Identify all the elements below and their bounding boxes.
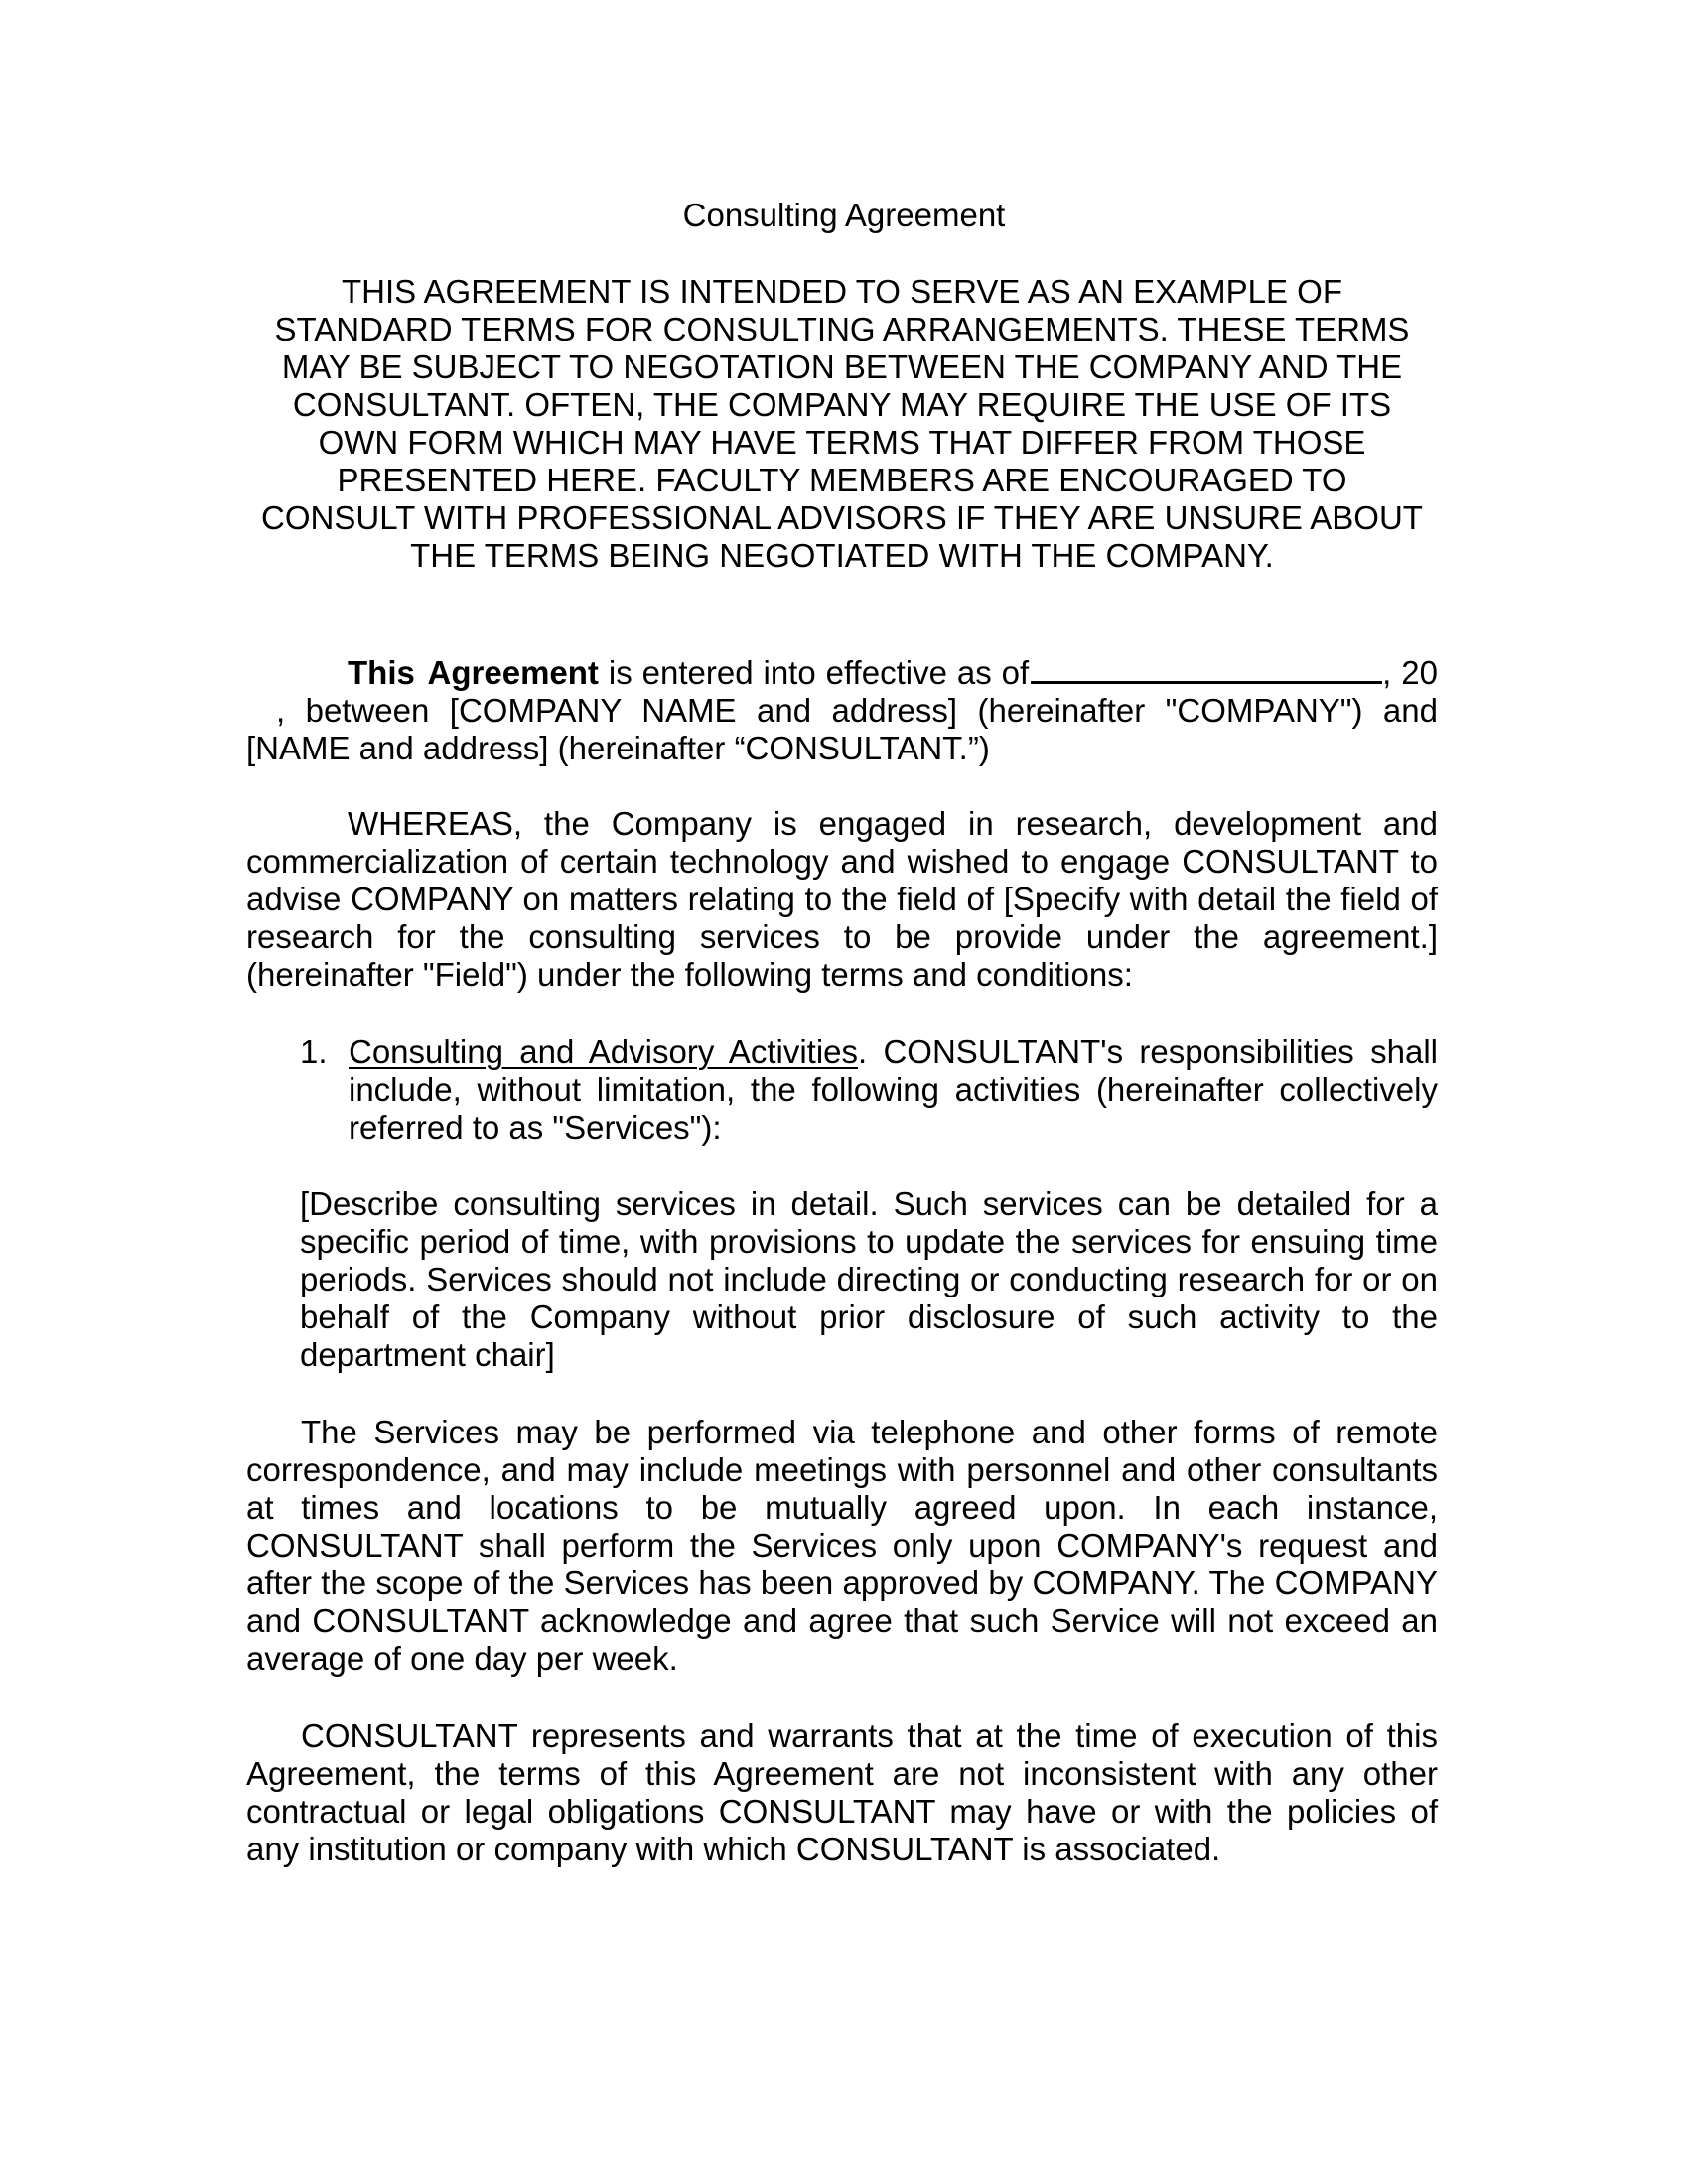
intro-comma: , — [1382, 654, 1392, 691]
section-heading-period: . — [858, 1033, 868, 1070]
effective-date-blank[interactable] — [1031, 651, 1382, 684]
document-title: Consulting Agreement — [682, 197, 1006, 233]
whereas-paragraph: WHEREAS, the Company is engaged in research, development and commercialization of certain technology and wished to engage CONSULTANT to advise COMPANY on matters relating to the field of [Specify with detail the field of research for the consulting services to be provide under the agreement.] (hereinafter "Field") under the following terms and conditions: — [246, 805, 1438, 993]
disclaimer-notice — [246, 273, 1438, 575]
services-paragraph: The Services may be performed via telephone and other forms of remote correspondence, and may include meetings with personnel and other consultants at times and locations to be mutually agreed upon. In each instance, CONSULTANT shall perform the Services only upon COMPANY's request and after the scope of the Services has been approved by COMPANY. The COMPANY and CONSULTANT acknowledge and agree that such Service will not exceed an average of one day per week. — [246, 1414, 1438, 1677]
notice-line: THE TERMS BEING NEGOTIATED WITH THE COMPANY. — [410, 537, 1274, 574]
section-heading: Consulting and Advisory Activities — [349, 1033, 858, 1070]
notice-line: CONSULTANT. OFTEN, THE COMPANY MAY REQUIRE THE USE OF ITS — [292, 386, 1392, 423]
notice-line: MAY BE SUBJECT TO NEGOTATION BETWEEN THE COMPANY AND THE — [281, 348, 1403, 385]
year-prefix: 20 — [1401, 654, 1438, 691]
section-body — [349, 1033, 1438, 1147]
intro-paragraph — [246, 651, 1438, 767]
notice-line: CONSULT WITH PROFESSIONAL ADVISORS IF THEY ARE UNSURE ABOUT — [261, 499, 1423, 536]
services-description-placeholder: [Describe consulting services in detail. Such services can be detailed for a specific period of time, with provisions to update the services for ensuing time periods. Services should not include directing or conducting research for or on behalf of the Company without prior disclosure of such activity to the department chair] — [300, 1185, 1438, 1373]
section-text: CONSULTANT's responsibilities shall include, without limitation, the following activities (hereinafter collectively referred to as "Services"): — [349, 1033, 1438, 1146]
representations-paragraph: CONSULTANT represents and warrants that at the time of execution of this Agreement, the terms of this Agreement are not inconsistent with any other contractual or legal obligations CONSULTANT may have or with the policies of any institution or company with which CONSULTANT is associated. — [246, 1717, 1438, 1867]
notice-line: STANDARD TERMS FOR CONSULTING ARRANGEMENTS. THESE TERMS — [274, 311, 1410, 347]
section-1 — [300, 1033, 1438, 1147]
intro-parties-text: , between [COMPANY NAME and address] (hereinafter "COMPANY") and [NAME and address] (hereinafter “CONSULTANT.”) — [246, 692, 1438, 766]
notice-line: PRESENTED HERE. FACULTY MEMBERS ARE ENCOURAGED TO — [337, 462, 1347, 498]
notice-line: OWN FORM WHICH MAY HAVE TERMS THAT DIFFER FROM THOSE — [318, 424, 1366, 461]
agreement-lead: This Agreement — [348, 654, 599, 691]
notice-line: THIS AGREEMENT IS INTENDED TO SERVE AS AN EXAMPLE OF — [342, 273, 1342, 310]
intro-text-before-date: is entered into effective as of — [598, 654, 1030, 691]
section-number: 1. — [300, 1033, 328, 1070]
